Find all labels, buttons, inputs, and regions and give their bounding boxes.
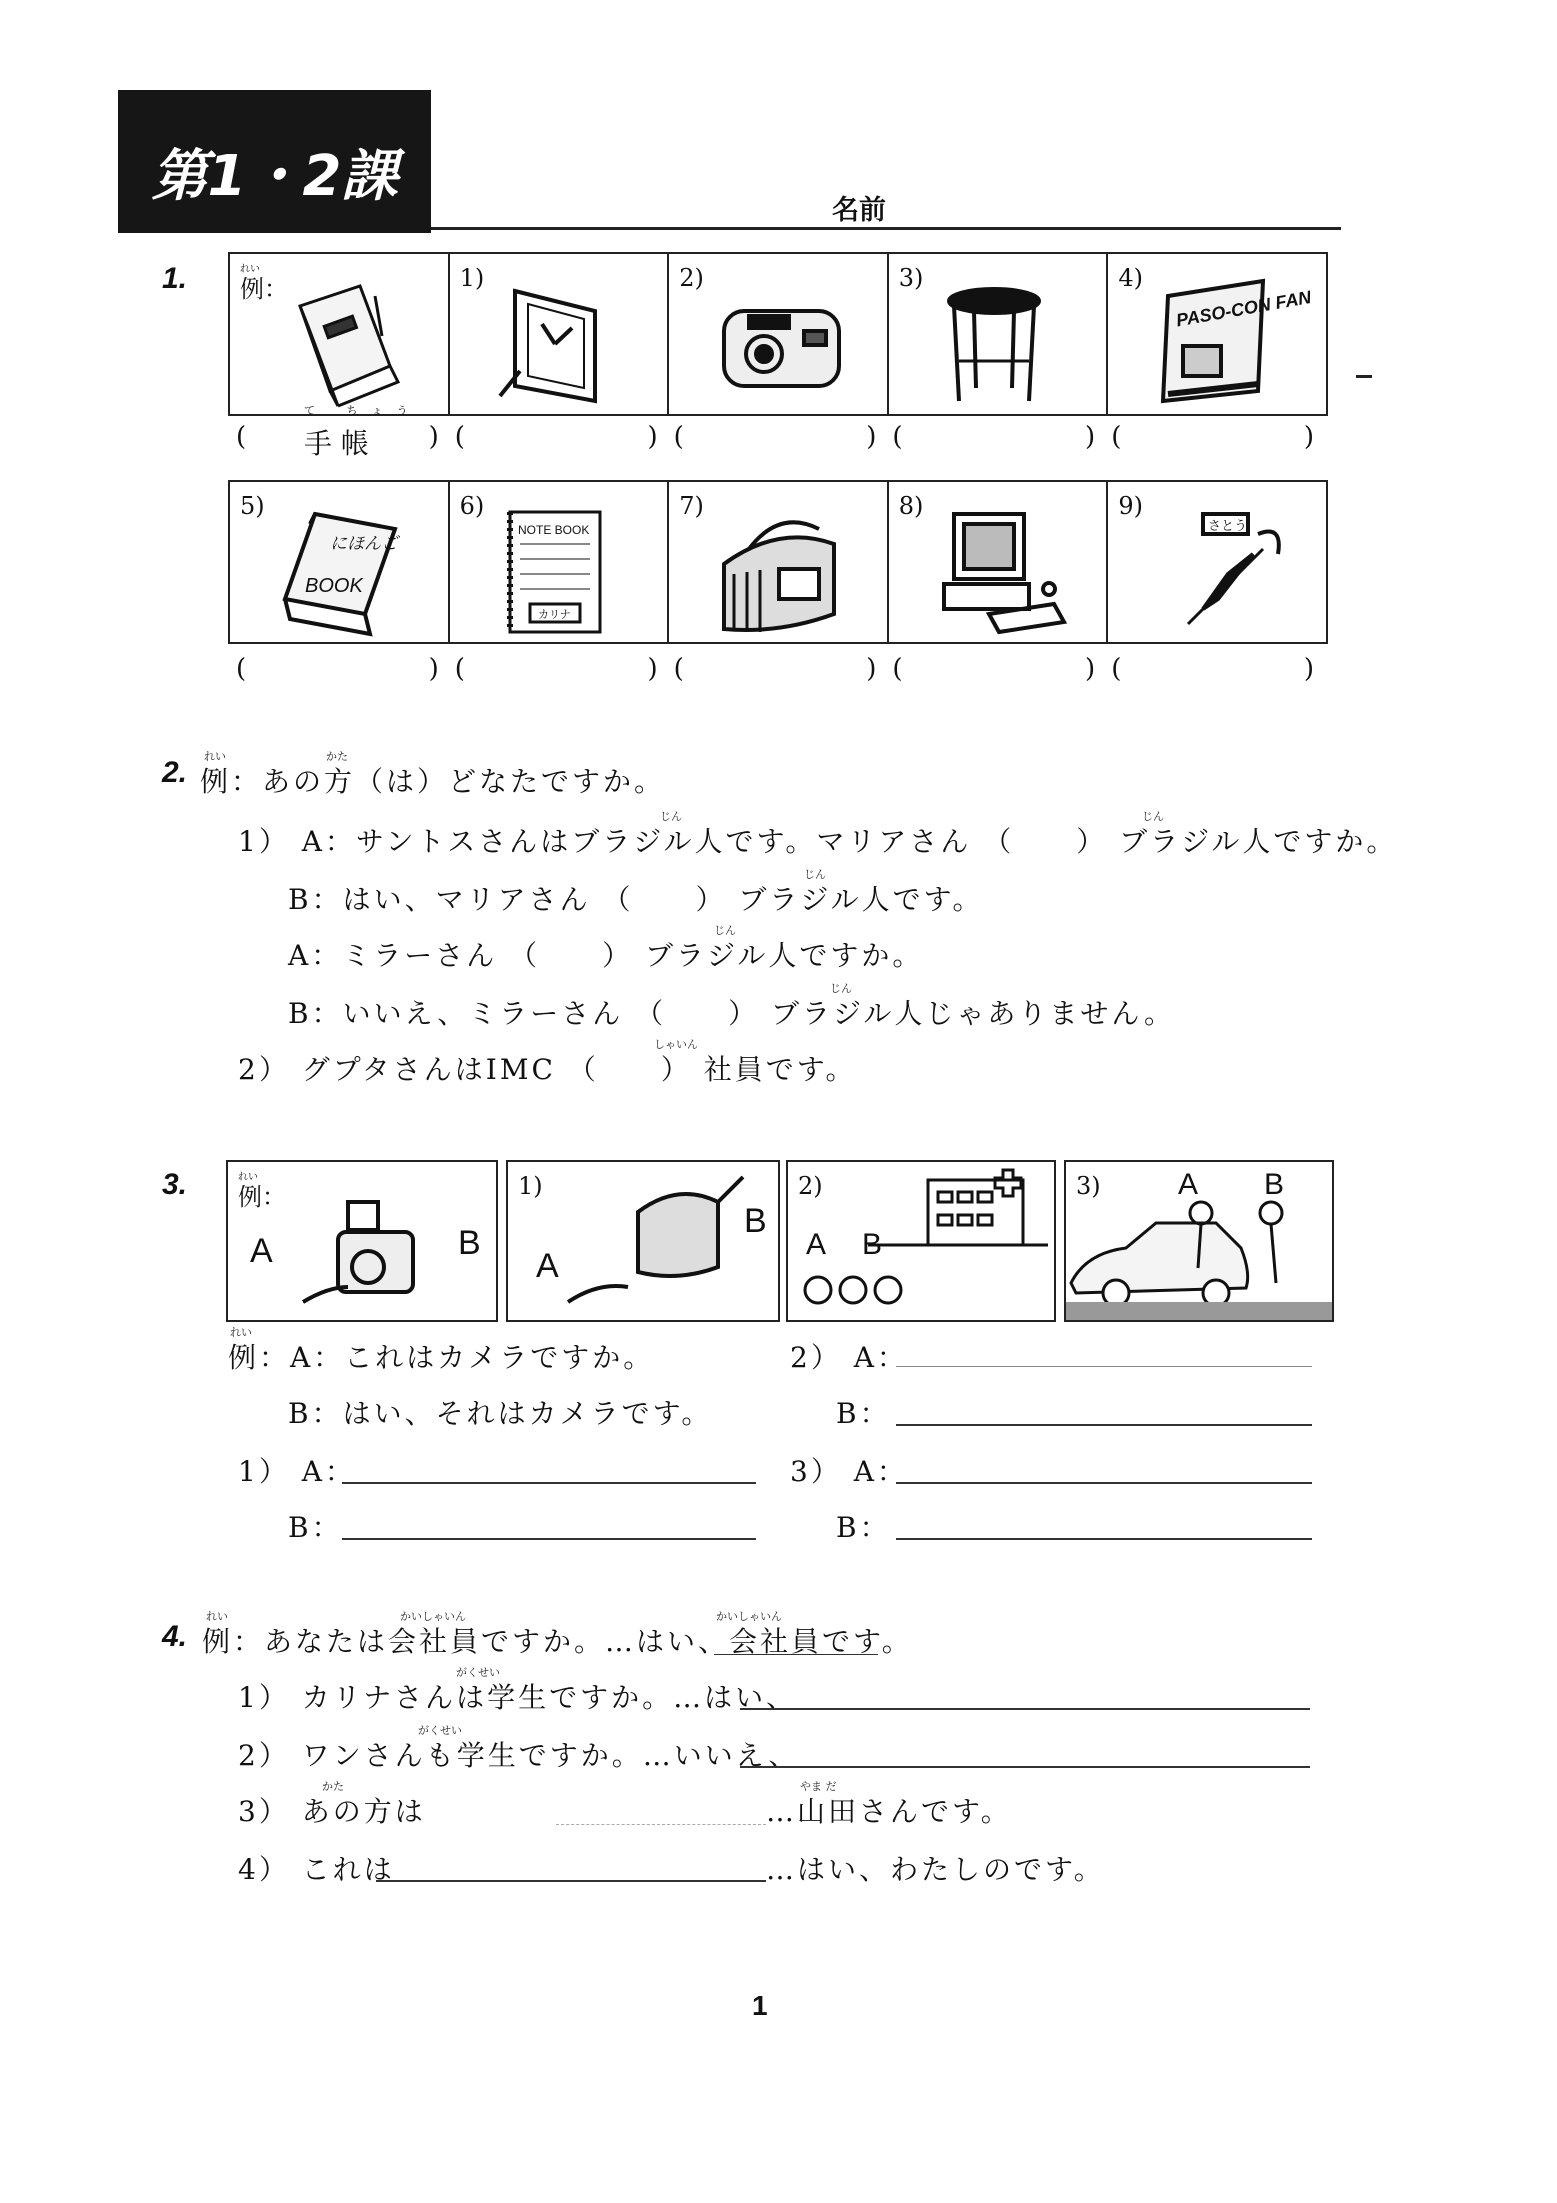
bag-icon: [618, 1172, 748, 1312]
q1-a-blank[interactable]: [342, 1482, 756, 1484]
answer-example: [232, 404, 451, 460]
cell-label: 例：: [240, 275, 288, 303]
speaker-a: A: [250, 1232, 273, 1270]
answer-row-2: [232, 654, 1326, 684]
section-2-number: 2.: [162, 756, 188, 789]
picture-cell-7: [667, 482, 887, 642]
picture-cell-6: [448, 482, 668, 642]
cell-label: 9): [1118, 492, 1144, 520]
section-4-q4-prefix: 4） これは: [238, 1853, 395, 1886]
paren-close: ): [1085, 422, 1096, 452]
bag-icon: [709, 504, 849, 639]
ruby: れい: [238, 1172, 258, 1183]
book-icon: [270, 504, 410, 634]
car-icon: [1066, 1198, 1332, 1320]
ruby: れい: [230, 1326, 252, 1339]
paren-open: (: [673, 422, 684, 452]
answer-9[interactable]: [1107, 654, 1326, 684]
example-answer: 手 帳: [304, 427, 369, 460]
section-3-example-a: 例：A：これはカメラですか。: [228, 1341, 655, 1374]
header-rule: [431, 227, 1341, 230]
ruby: かた: [322, 1780, 344, 1793]
section-2-example: 例：あの方（は）どなたですか。: [200, 765, 666, 798]
answer-2[interactable]: [670, 422, 889, 452]
q4-1-blank[interactable]: [740, 1708, 1310, 1710]
ruby: れい: [206, 1610, 228, 1623]
picture-cell-9: [1106, 482, 1326, 642]
q3-b-label: B：: [836, 1511, 891, 1544]
paren-open: (: [892, 422, 903, 452]
answer-8[interactable]: [888, 654, 1107, 684]
paren-open: (: [454, 654, 465, 684]
ruby: て ちょう: [304, 404, 422, 417]
dialog-panel-2: [786, 1160, 1056, 1322]
stool-icon: [929, 276, 1059, 406]
section-4-example: 例：あなたは会社員ですか。…はい、会社員です。: [202, 1625, 913, 1658]
speaker-a: A: [1178, 1168, 1199, 1201]
section-3-example-b: B：はい、それはカメラです。: [288, 1397, 713, 1430]
camera-icon: [709, 276, 849, 406]
cell-label: 2): [679, 264, 704, 292]
cell-label: 4): [1118, 264, 1144, 292]
section-4-q3-prefix: 3） あの方は: [238, 1795, 426, 1828]
building-icon: [798, 1170, 1048, 1315]
paren-open: (: [892, 654, 903, 684]
section-4-q4-suffix: …はい、わたしのです。: [766, 1853, 1105, 1886]
section-2-line-4: B：いいえ、ミラーさん （ ） ブラジル人じゃありません。: [288, 997, 1176, 1030]
notebook-cover-text: NOTE BOOK: [517, 523, 589, 537]
ruby: れい: [240, 264, 260, 275]
picture-cell-8: [887, 482, 1107, 642]
book-subtitle: BOOK: [305, 575, 363, 597]
q1-b-label: B：: [288, 1511, 343, 1544]
paren-open: (: [454, 422, 465, 452]
picture-cell-2: [667, 254, 887, 414]
cell-label: 8): [898, 492, 924, 520]
picture-row-2: [228, 480, 1328, 644]
example-underline: [714, 1654, 878, 1655]
dialog-panel-3: [1064, 1160, 1334, 1322]
spiral-notebook-icon: [490, 504, 620, 639]
paren-open: (: [236, 422, 247, 452]
paren-close: ): [1303, 654, 1314, 684]
cell-label: 1): [459, 264, 485, 292]
speaker-b: B: [458, 1224, 481, 1262]
dialog-panel-example: [226, 1160, 498, 1322]
q2-b-blank[interactable]: [896, 1424, 1312, 1426]
lesson-title: 第1・2課: [151, 144, 398, 209]
ruby: かた: [326, 750, 348, 763]
notebook-icon: [270, 276, 400, 406]
section-2-line-2: B：はい、マリアさん （ ） ブラジル人です。: [288, 883, 984, 916]
cell-label: 5): [240, 492, 265, 520]
paren-open: (: [1111, 422, 1122, 452]
cell-label: 7): [679, 492, 704, 520]
q3-b-blank[interactable]: [896, 1538, 1312, 1540]
paren-close: ): [647, 422, 658, 452]
ruby: じん: [830, 982, 852, 995]
section-4-q1: 1） カリナさんは学生ですか。…はい、: [238, 1681, 798, 1714]
section-2-line-5: 2） グプタさんはIMC （ ） 社員です。: [238, 1053, 857, 1086]
name-label: 名前: [832, 195, 886, 226]
section-4-q3-suffix: …山田さんです。: [766, 1795, 1012, 1828]
paren-close: ): [647, 654, 658, 684]
section-3-number: 3.: [162, 1168, 188, 1201]
ruby: しゃいん: [654, 1038, 698, 1051]
margin-mark: [1356, 375, 1372, 378]
panel-label: 例：: [238, 1183, 286, 1211]
ruby: かいしゃいん: [400, 1610, 466, 1623]
umbrella-icon: [1148, 504, 1298, 639]
answer-5[interactable]: [232, 654, 451, 684]
ruby: じん: [804, 868, 826, 881]
answer-3[interactable]: [888, 422, 1107, 452]
picture-cell-1: [448, 254, 668, 414]
ruby: じん: [714, 924, 736, 937]
camera-icon: [298, 1192, 428, 1312]
paren-close: ): [866, 654, 877, 684]
cell-label: 3): [898, 264, 924, 292]
picture-cell-example: [230, 254, 448, 414]
paren-close: ): [428, 422, 439, 452]
picture-cell-5: [230, 482, 448, 642]
q4-4-blank[interactable]: [376, 1880, 766, 1882]
panel-label: 1): [518, 1172, 543, 1200]
panel-label: 3): [1076, 1172, 1101, 1200]
speaker-a: A: [536, 1247, 559, 1285]
magazine-title: PASO-CON FAN: [1174, 286, 1314, 331]
ruby: じん: [1142, 810, 1164, 823]
answer-4[interactable]: [1107, 422, 1326, 452]
paren-open: (: [236, 654, 247, 684]
umbrella-tag: さとう: [1208, 519, 1248, 534]
ruby: やま だ: [800, 1780, 837, 1793]
answer-7[interactable]: [670, 654, 889, 684]
section-1-number: 1.: [162, 262, 188, 295]
q2-a-label: 2） A：: [790, 1341, 908, 1374]
answer-1[interactable]: [451, 422, 670, 452]
speaker-b: B: [744, 1202, 767, 1240]
speaker-b: B: [1264, 1168, 1285, 1201]
q3-a-blank[interactable]: [896, 1482, 1312, 1484]
section-2-line-1: 1） A：サントスさんはブラジル人です。マリアさん （ ） ブラジル人ですか。: [238, 825, 1398, 858]
cell-label: 6): [459, 492, 485, 520]
paren-close: ): [428, 654, 439, 684]
clock-icon: [490, 276, 620, 406]
section-4-number: 4.: [162, 1620, 188, 1653]
page-number: 1: [752, 1990, 768, 2021]
ruby: がくせい: [456, 1666, 500, 1679]
paren-open: (: [673, 654, 684, 684]
ruby: れい: [204, 750, 226, 763]
paren-close: ): [866, 422, 877, 452]
paren-close: ): [1085, 654, 1096, 684]
paren-close: ): [1303, 422, 1314, 452]
answer-6[interactable]: [451, 654, 670, 684]
q2-b-label: B：: [836, 1397, 891, 1430]
section-4-q2: 2） ワンさんも学生ですか。…いいえ、: [238, 1739, 800, 1772]
picture-cell-3: [887, 254, 1107, 414]
magazine-icon: [1148, 276, 1314, 406]
panel-label: 2): [798, 1172, 823, 1200]
ruby: がくせい: [418, 1724, 462, 1737]
book-title: にほんご: [330, 534, 398, 554]
ruby: じん: [660, 810, 682, 823]
q4-2-blank[interactable]: [740, 1766, 1310, 1768]
answer-row-1: [232, 404, 1326, 460]
q1-a-label: 1） A：: [238, 1455, 356, 1488]
speaker-a: A: [806, 1228, 827, 1261]
section-2-line-3: A：ミラーさん （ ） ブラジル人ですか。: [288, 939, 924, 972]
dialog-panel-1: [506, 1160, 780, 1322]
q1-b-blank[interactable]: [342, 1538, 756, 1540]
ruby: かいしゃいん: [716, 1610, 782, 1623]
q4-3-blank[interactable]: [556, 1824, 766, 1825]
picture-cell-4: [1106, 254, 1326, 414]
computer-icon: [929, 504, 1069, 639]
q3-a-label: 3） A：: [790, 1455, 908, 1488]
notebook-owner: カリナ: [537, 608, 571, 621]
speaker-b: B: [862, 1228, 883, 1261]
q2-a-blank[interactable]: [896, 1366, 1312, 1367]
paren-open: (: [1111, 654, 1122, 684]
picture-row-1: [228, 252, 1328, 416]
